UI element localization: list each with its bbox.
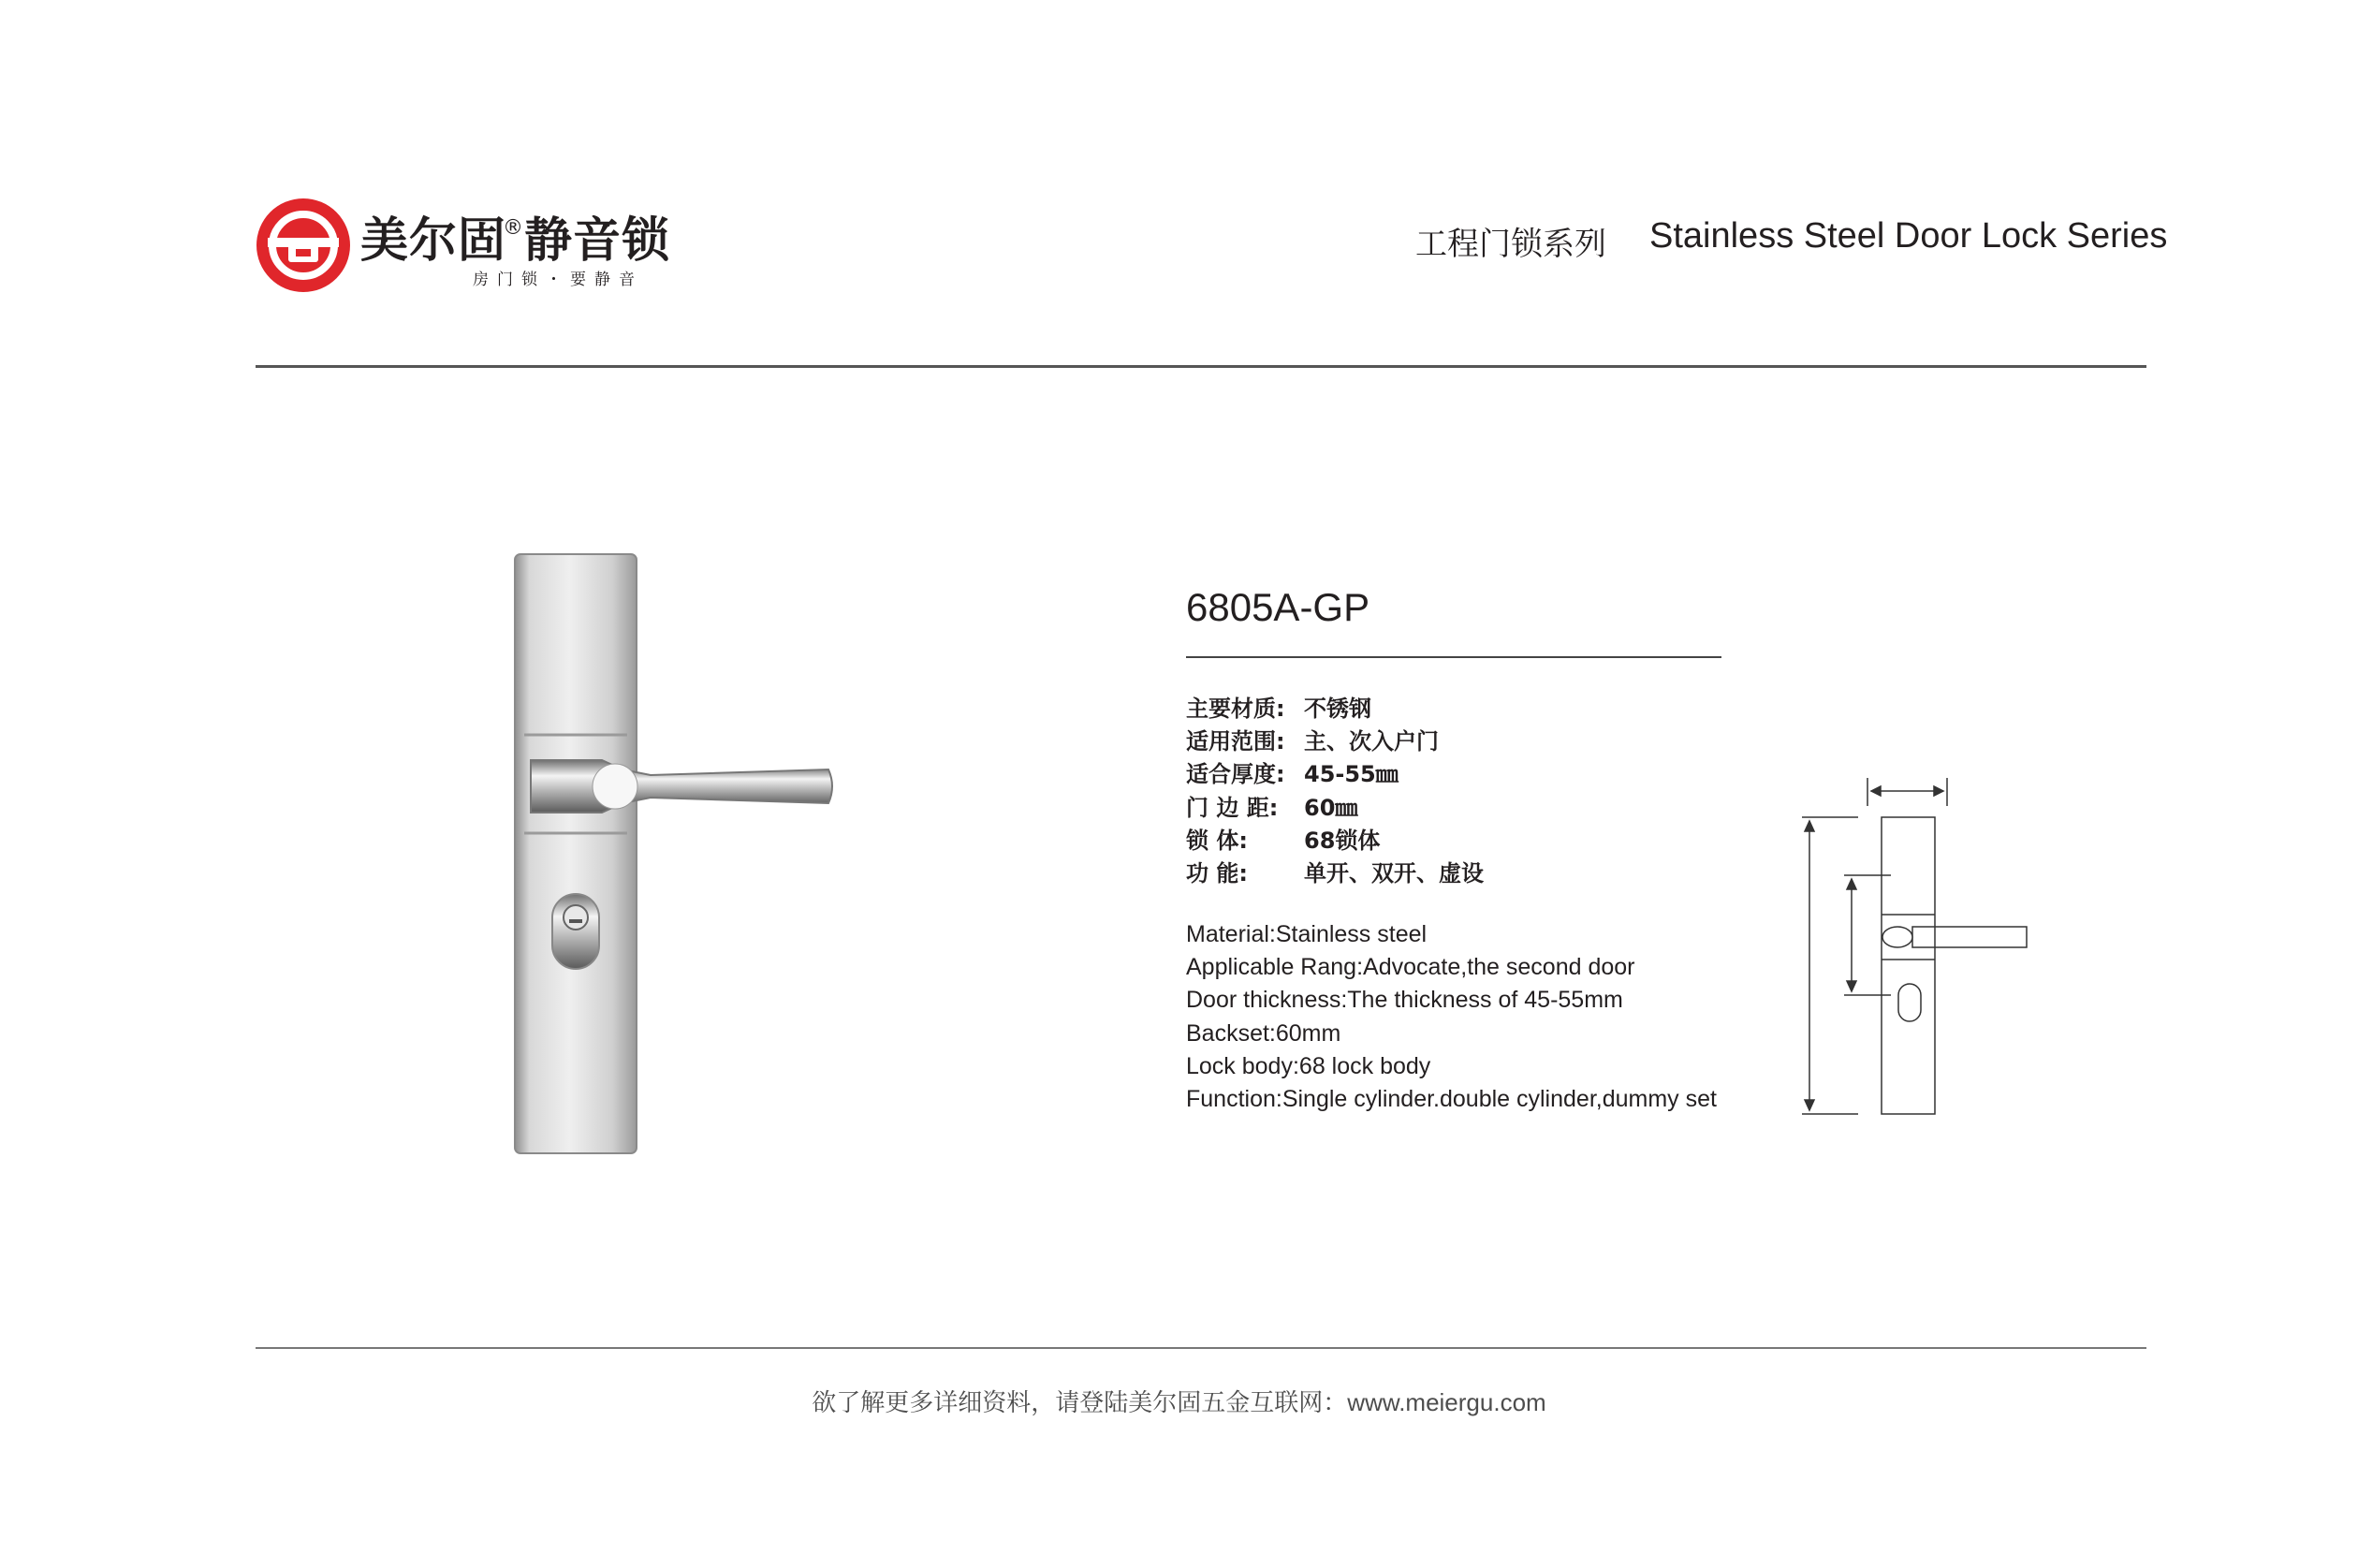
spec-en-thickness: Door thickness:The thickness of 45-55mm xyxy=(1186,987,1623,1014)
spec-label: 适用范围: xyxy=(1186,728,1285,755)
footer-url-link[interactable]: www.meiergu.com xyxy=(1347,1388,1546,1416)
spec-label: 门 边 距: xyxy=(1186,794,1279,821)
brand-logo-icon xyxy=(255,197,352,294)
spec-value: 单开、双开、虚设 xyxy=(1304,859,1484,887)
spec-list-cn xyxy=(1186,693,1484,890)
dimension-diagram xyxy=(1793,772,2055,1128)
spec-en-material: Material:Stainless steel xyxy=(1186,921,1428,947)
spec-value: 60㎜ xyxy=(1304,794,1358,821)
spec-row-range xyxy=(1186,725,1484,758)
spec-value: 主、次入户门 xyxy=(1304,728,1439,755)
spec-label: 功 能: xyxy=(1186,859,1248,887)
spec-row-lock-body xyxy=(1186,825,1484,857)
product-model: 6805A-GP xyxy=(1186,585,1370,629)
spec-row-backset xyxy=(1186,792,1484,825)
footer-contact xyxy=(0,1384,2358,1418)
spec-row-thickness xyxy=(1186,758,1484,791)
brand-suffix: 静音锁 xyxy=(524,213,671,269)
spec-en-lock-body: Lock body:68 lock body xyxy=(1186,1052,1431,1079)
door-lock-product-image xyxy=(510,552,847,1161)
model-divider xyxy=(1186,656,1721,658)
spec-label: 主要材质: xyxy=(1186,696,1285,722)
footer-divider xyxy=(256,1347,2146,1349)
spec-label: 适合厚度: xyxy=(1186,761,1285,788)
series-title-en: Stainless Steel Door Lock Series xyxy=(1649,216,2168,256)
spec-list-en xyxy=(1186,918,1717,1116)
spec-label: 锁 体: xyxy=(1186,827,1248,854)
spec-en-function: Function:Single cylinder.double cylinder,dummy set xyxy=(1186,1085,1717,1112)
footer-text: 欲了解更多详细资料，请登陆美尔固五金互联网： xyxy=(812,1389,1348,1417)
spec-row-material xyxy=(1186,693,1484,725)
spec-value: 45-55㎜ xyxy=(1304,761,1399,788)
spec-row-function xyxy=(1186,857,1484,890)
brand-name xyxy=(360,201,670,271)
registered-mark: ® xyxy=(503,216,525,240)
spec-value: 68锁体 xyxy=(1304,827,1381,854)
spec-value: 不锈钢 xyxy=(1304,696,1371,722)
spec-en-range: Applicable Rang:Advocate,the second door xyxy=(1186,954,1635,981)
brand-name-text: 美尔固 xyxy=(360,213,507,269)
spec-en-backset: Backset:60mm xyxy=(1186,1019,1341,1047)
brand-tagline: 房门锁・要静音 xyxy=(473,271,643,289)
header-divider xyxy=(256,365,2146,368)
series-title-cn: 工程门锁系列 xyxy=(1415,226,1606,263)
